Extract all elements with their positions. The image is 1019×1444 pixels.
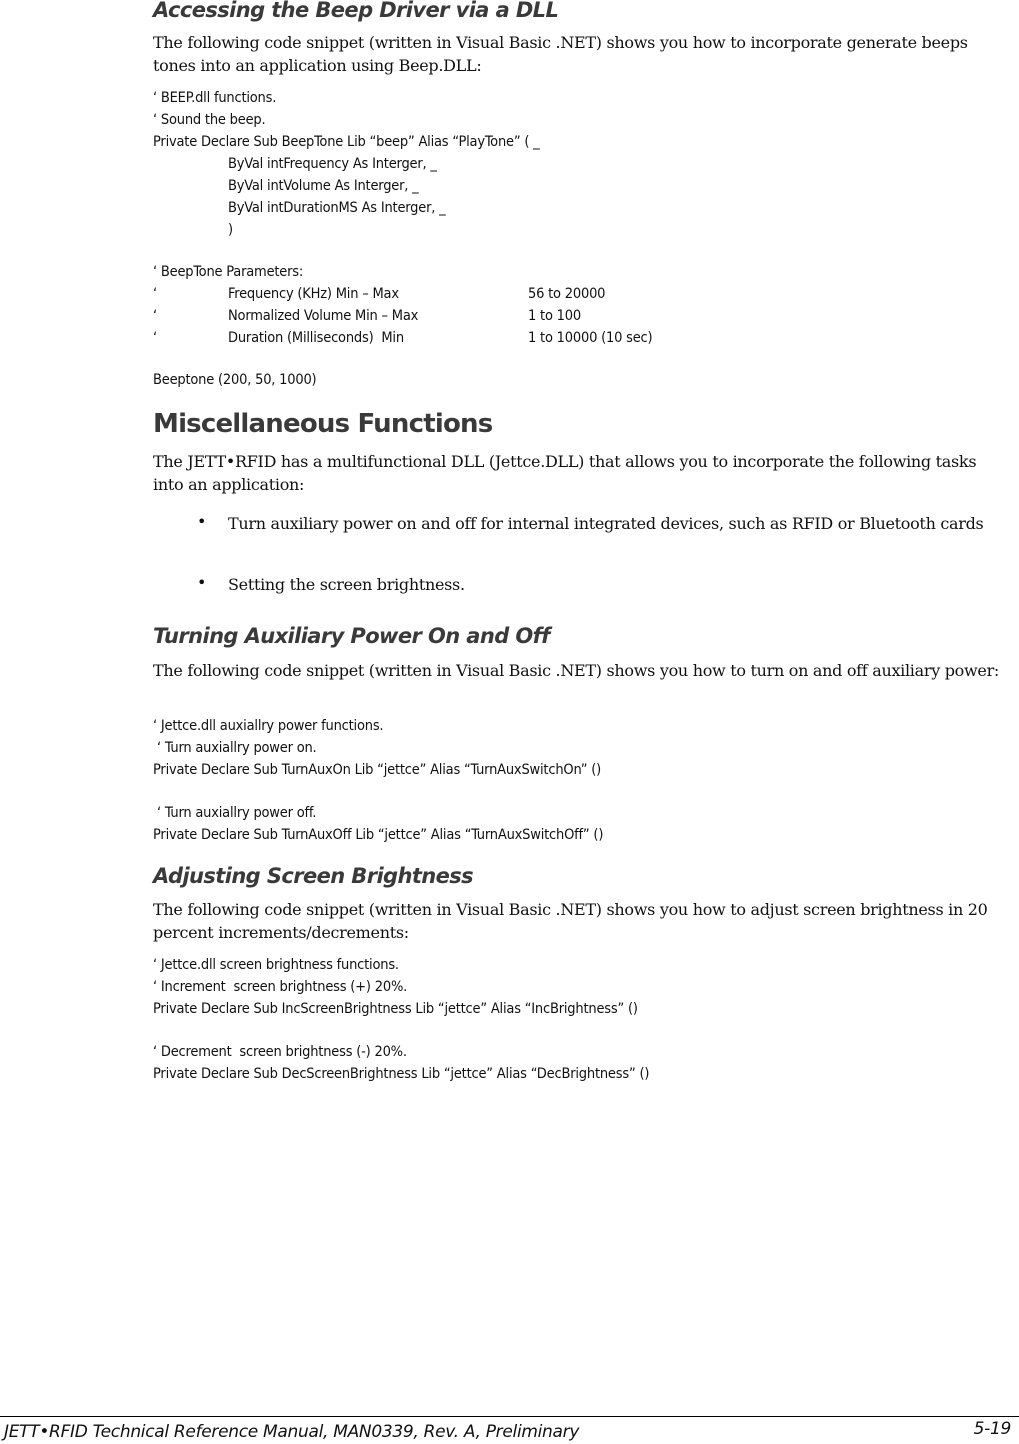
bullet-dot: • bbox=[197, 573, 207, 592]
misc-section-heading: Miscellaneous Functions bbox=[153, 409, 493, 439]
code-line: ByVal intFrequency As Interger, _ bbox=[228, 156, 437, 172]
beep-params-title: ‘ BeepTone Parameters: bbox=[153, 264, 304, 280]
beep-example: Beeptone (200, 50, 1000) bbox=[153, 372, 317, 388]
bullet-dot: • bbox=[197, 512, 207, 531]
param-mark: ‘ bbox=[153, 286, 157, 302]
brightness-section-heading: Adjusting Screen Brightness bbox=[153, 864, 474, 888]
misc-bullet-item: Setting the screen brightness. bbox=[228, 575, 465, 594]
code-line: Private Declare Sub TurnAuxOff Lib “jettce” Alias “TurnAuxSwitchOff” () bbox=[153, 827, 604, 843]
code-line: ‘ Turn auxiallry power on. bbox=[153, 740, 317, 756]
param-range: 1 to 100 bbox=[528, 308, 581, 324]
code-line: Private Declare Sub IncScreenBrightness Lib “jettce” Alias “IncBrightness” () bbox=[153, 1001, 638, 1017]
aux-intro-paragraph: The following code snippet (written in Visual Basic .NET) shows you how to turn on and off auxiliary power: bbox=[153, 661, 1000, 680]
code-line: ‘ Jettce.dll auxiallry power functions. bbox=[153, 718, 384, 734]
param-range: 1 to 10000 (10 sec) bbox=[528, 330, 653, 346]
code-line: Private Declare Sub BeepTone Lib “beep” Alias “PlayTone” ( _ bbox=[153, 134, 540, 150]
page-number: 5-19 bbox=[973, 1419, 1011, 1439]
code-line: ByVal intVolume As Interger, _ bbox=[228, 178, 419, 194]
beep-section-heading: Accessing the Beep Driver via a DLL bbox=[153, 0, 559, 22]
param-name: Normalized Volume Min – Max bbox=[228, 308, 419, 324]
brightness-intro-paragraph: The following code snippet (written in Visual Basic .NET) shows you how to adjust screen brightness in 20 percent increments/decrements: bbox=[153, 900, 988, 942]
code-line: ) bbox=[228, 222, 233, 238]
param-name: Duration (Milliseconds) Min bbox=[228, 330, 404, 346]
param-range: 56 to 20000 bbox=[528, 286, 606, 302]
param-mark: ‘ bbox=[153, 330, 157, 346]
code-line: Private Declare Sub TurnAuxOn Lib “jettce” Alias “TurnAuxSwitchOn” () bbox=[153, 762, 602, 778]
code-line: ‘ Sound the beep. bbox=[153, 112, 266, 128]
code-line: Private Declare Sub DecScreenBrightness Lib “jettce” Alias “DecBrightness” () bbox=[153, 1066, 650, 1082]
code-line: ‘ BEEP.dll functions. bbox=[153, 90, 277, 106]
code-line: ‘ Decrement screen brightness (-) 20%. bbox=[153, 1044, 407, 1060]
footer-divider bbox=[0, 1416, 1019, 1417]
misc-bullet-item: Turn auxiliary power on and off for internal integrated devices, such as RFID or Bluetooth cards bbox=[228, 514, 984, 533]
code-line: ByVal intDurationMS As Interger, _ bbox=[228, 200, 446, 216]
code-line: ‘ Increment screen brightness (+) 20%. bbox=[153, 979, 408, 995]
code-line: ‘ Turn auxiallry power off. bbox=[153, 805, 317, 821]
param-name: Frequency (KHz) Min – Max bbox=[228, 286, 399, 302]
misc-intro-paragraph: The JETT•RFID has a multifunctional DLL (Jettce.DLL) that allows you to incorporate the following tasks into an application: bbox=[153, 452, 977, 494]
beep-intro-paragraph: The following code snippet (written in Visual Basic .NET) shows you how to incorporate generate beeps tones into an application using Beep.DLL: bbox=[153, 33, 968, 75]
param-mark: ‘ bbox=[153, 308, 157, 324]
code-line: ‘ Jettce.dll screen brightness functions. bbox=[153, 957, 399, 973]
footer-title: JETT•RFID Technical Reference Manual, MAN0339, Rev. A, Preliminary bbox=[4, 1422, 580, 1442]
aux-section-heading: Turning Auxiliary Power On and Off bbox=[153, 624, 550, 648]
